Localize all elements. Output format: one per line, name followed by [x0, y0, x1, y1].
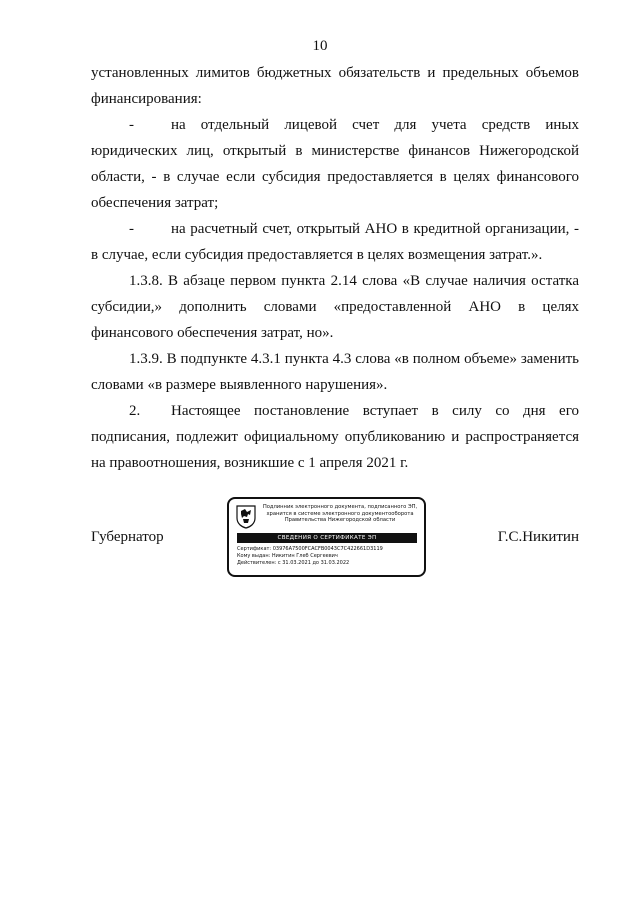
coat-of-arms-icon	[236, 505, 256, 529]
stamp-label: Сертификат:	[237, 546, 272, 552]
stamp-label: Кому выдан:	[237, 553, 271, 559]
document-body	[91, 60, 579, 476]
paragraph-continuation	[91, 60, 579, 112]
list-marker: -	[129, 221, 134, 237]
signature-block	[91, 497, 579, 581]
stamp-header-line: Подлинник электронного документа, подписанного ЭП,	[262, 504, 418, 510]
certificate-owner: Никитин Глеб Сергеевич	[271, 553, 338, 559]
paragraph-text: Настоящее постановление вступает в силу со дня его подписания, подлежит официальному опубликованию и распространяется на правоотношения, возникшие с 1 апреля 2021 г.	[91, 403, 579, 471]
list-marker: -	[129, 117, 134, 133]
stamp-header	[259, 504, 421, 524]
paragraph-text: 1.3.8. В абзаце первом пункта 2.14 слова «В случае наличия остатка субсидии,» дополнить словами «предоставленной АНО в целях финансового обеспечения затрат, но».	[91, 273, 579, 341]
dash-item	[91, 112, 579, 216]
paragraph	[91, 268, 579, 346]
electronic-signature-stamp	[227, 497, 426, 577]
page-number: 10	[312, 38, 328, 54]
stamp-issued-row	[237, 553, 423, 560]
numbered-item	[91, 398, 579, 476]
stamp-certificate-row	[237, 546, 423, 553]
stamp-label: Действителен:	[237, 560, 277, 566]
dash-item	[91, 216, 579, 268]
stamp-header-line: Правительства Нижегородской области	[284, 517, 396, 524]
certificate-validity: с 31.03.2021 до 31.03.2022	[277, 560, 350, 566]
stamp-valid-row	[237, 560, 423, 567]
signer-title: Губернатор	[91, 529, 164, 545]
stamp-details	[237, 546, 423, 567]
paragraph	[91, 346, 579, 398]
stamp-header-line: хранится в системе электронного документооборота	[266, 510, 414, 517]
certificate-number: 03976A7500FCACFB0043C7C422661D3119	[272, 546, 383, 552]
stamp-certificate-bar: СВЕДЕНИЯ О СЕРТИФИКАТЕ ЭП	[237, 533, 417, 543]
paragraph-text: установленных лимитов бюджетных обязательств и предельных объемов финансирования:	[91, 65, 579, 107]
paragraph-text: 1.3.9. В подпункте 4.3.1 пункта 4.3 слова «в полном объеме» заменить словами «в размере выявленного нарушения».	[91, 351, 579, 393]
paragraph-text: на расчетный счет, открытый АНО в кредитной организации, - в случае, если субсидия предоставляется в целях возмещения затрат.».	[91, 221, 579, 263]
list-marker: 2.	[129, 403, 141, 419]
signer-name: Г.С.Никитин	[497, 529, 579, 545]
paragraph-text: на отдельный лицевой счет для учета средств иных юридических лиц, открытый в министерстве финансов Нижегородской области, - в случае если субсидия предоставляется в целях финансового обеспечения затрат;	[91, 117, 579, 211]
